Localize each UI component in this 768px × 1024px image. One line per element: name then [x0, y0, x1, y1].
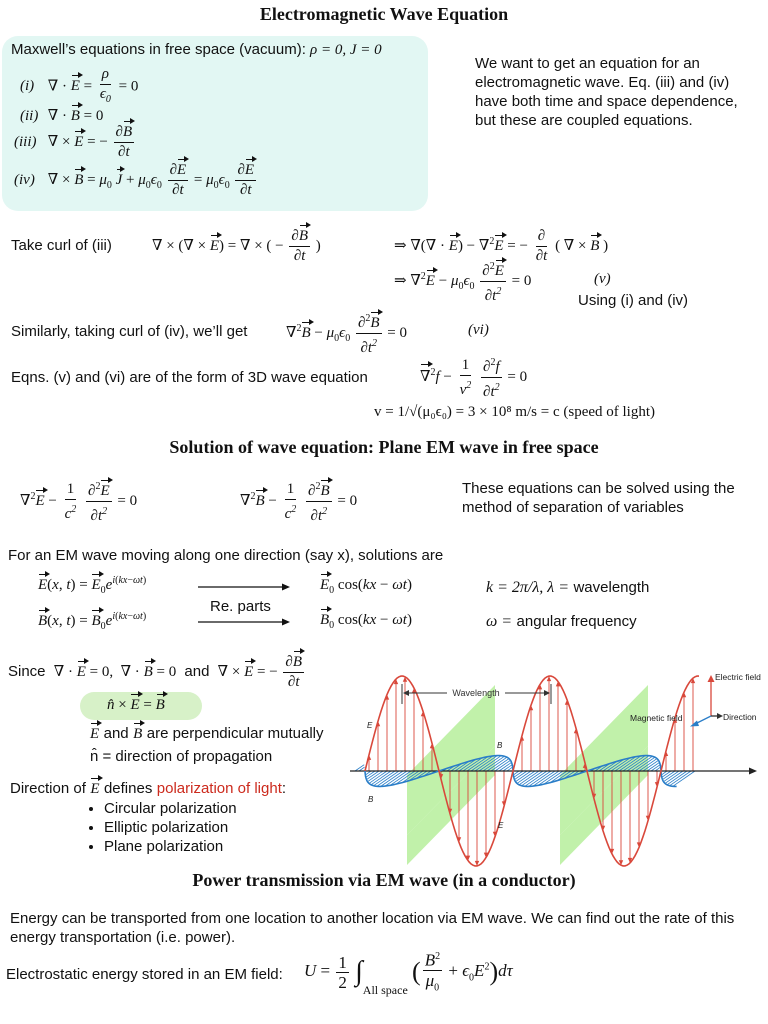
wave-form-text: Eqns. (v) and (vi) are of the form of 3D wave equation [11, 369, 368, 386]
maxwell-eq-ii: (ii) ∇ · B = 0 [20, 108, 104, 124]
polarization-list [86, 799, 237, 856]
nhat-definition: n̂ = direction of propagation [90, 748, 273, 765]
list-item: • Elliptic polarization [104, 818, 237, 837]
electrostatic-text: Electrostatic energy stored in an EM field: [6, 966, 283, 983]
wave-equation-3d: ∇$^2$f − $\frac{1}{v^2}$ $\frac{\partial^2f}{\partial t^2}$ = 0 [420, 354, 527, 401]
cross-product-relation: n̂ × E = B [107, 697, 165, 713]
magnetic-field-vector [355, 765, 364, 771]
wavelength-word: wavelength [573, 579, 650, 596]
omega-definition [486, 612, 637, 631]
b-label: B [368, 795, 374, 804]
magnetic-field-vector [664, 771, 680, 782]
page-title: Electromagnetic Wave Equation [259, 4, 509, 24]
and-word-2: and [103, 725, 129, 742]
maxwell-eq-i: (i) ∇ · E = $\frac{\rho}{\epsilon_0}$ = 0 [20, 66, 139, 105]
curl-iii-equation: ∇ × (∇ × E) = ∇ × ( − $\frac{\partial B}{\partial t}$ ) [152, 228, 321, 264]
since-word: Since [8, 662, 46, 680]
divergence-conditions: Since ∇ · E = 0, ∇ · B = 0 and ∇ × E = − $\frac{\partial B}{\partial t}$ [8, 654, 303, 690]
maxwell-header-condition: ρ = 0, J = 0 [310, 42, 382, 58]
wave-equation-vi: $\nabla^2B - \mu_0\epsilon_0$ $\frac{\partial^2B}{\partial t^2}$ = 0 [286, 310, 407, 357]
perpendicular-text: are perpendicular mutually [146, 725, 324, 742]
and-word: and [184, 662, 210, 680]
defines-text: defines [103, 780, 153, 797]
direction-label: Direction [723, 712, 757, 722]
section-plane-wave-title: Solution of wave equation: Plane EM wave in free space [169, 437, 599, 457]
magnetic-field-vector [368, 771, 384, 782]
all-space-label: All space [362, 982, 408, 997]
maxwell-eq-iii: (iii) ∇ × E = − $\frac{\partial B}{\partial t}$ [14, 124, 133, 160]
eq-label-vi: (vi) [468, 322, 489, 338]
maxwell-header [11, 40, 382, 60]
magnetic-field-vector [516, 771, 532, 782]
wavelength-label: Wavelength [452, 688, 500, 698]
perpendicular-statement: E and B are perpendicular mutually [90, 725, 324, 742]
eq-label-i: (i) [20, 78, 35, 95]
list-item: • Plane polarization [104, 837, 237, 856]
curl-iii-result: ⇒ ∇(∇ · E) − ∇$^2$E = − $\frac{\partial}{\partial t}$ ( ∇ × B ) [394, 228, 609, 264]
angular-word: angular frequency [516, 613, 637, 630]
section-power-title: Power transmission via EM wave (in a conductor) [192, 870, 576, 890]
real-e-solution: $E_0$ cos(kx − ωt) [320, 577, 412, 596]
magnetic-field-vector [495, 760, 511, 771]
speed-of-light: v = 1/√(μ₀ϵ₀) = 3 × 10⁸ m/s = c (speed of light) [374, 404, 656, 420]
similarly-text: Similarly, taking curl of (iv), we’ll get [11, 323, 248, 340]
eq-label-v: (v) [594, 271, 611, 287]
electric-field-label: Electric field [715, 672, 761, 682]
direction-of-text: Direction of [10, 780, 86, 797]
energy-text: Energy can be transported from one location to another location via EM wave. We can find out the rate of this energy transportation (i.e. power). [10, 910, 735, 946]
k-definition [486, 578, 649, 597]
complex-e-solution: E(x, $t) = E_0e^{i(kx-\omega t)}$ [38, 575, 147, 596]
maxwell-header-text: Maxwell’s equations in free space (vacuum): [11, 41, 306, 58]
eq-label-iii: (iii) [14, 133, 37, 150]
e-label: E [367, 721, 373, 730]
maxwell-eq-iv: (iv) ∇ × $B = \mu_0$ $J + \mu_0\epsilon_0$ $\frac{\partial E}{\partial t}$ = $\mu_0\epsilon_0$ $\frac{\partial E}{\partial t}$ [14, 162, 255, 198]
magnetic-field-vector [366, 771, 375, 777]
em-wave-figure [345, 660, 765, 870]
wave-equation-v: ⇒ $\nabla^2E - \mu_0\epsilon_0$ $\frac{\partial^2E}{\partial t^2}$ = 0 [394, 258, 531, 305]
magnetic-field-vector [667, 771, 687, 785]
list-item: • Circular polarization [104, 799, 237, 818]
magnetic-field-vector [651, 765, 660, 771]
magnetic-field-vector [503, 765, 512, 771]
using-label: Using (i) and (iv) [578, 292, 689, 309]
eq-label-ii: (ii) [20, 108, 39, 124]
magnetic-field-vector [371, 771, 391, 785]
polarization-statement: Direction of E defines polarization of light: [10, 780, 287, 797]
k-formula: k = 2π/λ, λ = [486, 579, 570, 596]
magnetic-field-label: Magnetic field [630, 713, 683, 723]
omega-formula: ω = [486, 613, 513, 630]
magnetic-field-vector [519, 771, 539, 785]
curl-iii-label: Take curl of (iii) [11, 237, 112, 254]
colon: : [281, 780, 287, 797]
e-label: E [498, 821, 504, 830]
energy-integral: U = $\frac{1}{2}$ $\int_{All space}$ ( $\frac{B^2}{\mu_0}$ + $\epsilon_0E^2)d\tau$ [304, 948, 513, 998]
intro-note: We want to get an equation for an electromagnetic wave. Eq. (iii) and (iv) have both time and space dependence, but these are coupled equations. [475, 55, 738, 129]
one-direction-text: For an EM wave moving along one direction (say x), solutions are [8, 547, 444, 564]
complex-b-solution: B(x, $t) = B_0e^{i(kx-\omega t)}$ [38, 611, 147, 632]
wave-eq-e-free-space: ∇$^2$E − $\frac{1}{c^2}$ $\frac{\partial^2E}{\partial t^2}$ = 0 [20, 478, 137, 525]
polarization-link[interactable]: polarization of light [156, 780, 282, 797]
magnetic-field-vector [662, 771, 671, 777]
real-b-solution: $B_0$ cos(kx − ωt) [320, 612, 412, 631]
separation-note: These equations can be solved using the method of separation of variables [462, 480, 735, 516]
re-parts-label: Re. parts [210, 598, 271, 615]
magnetic-field-vector [514, 771, 523, 777]
wave-eq-b-free-space: ∇$^2$B − $\frac{1}{c^2}$ $\frac{\partial^2B}{\partial t^2}$ = 0 [240, 478, 357, 525]
b-label: B [497, 741, 503, 750]
eq-label-iv: (iv) [14, 171, 35, 188]
